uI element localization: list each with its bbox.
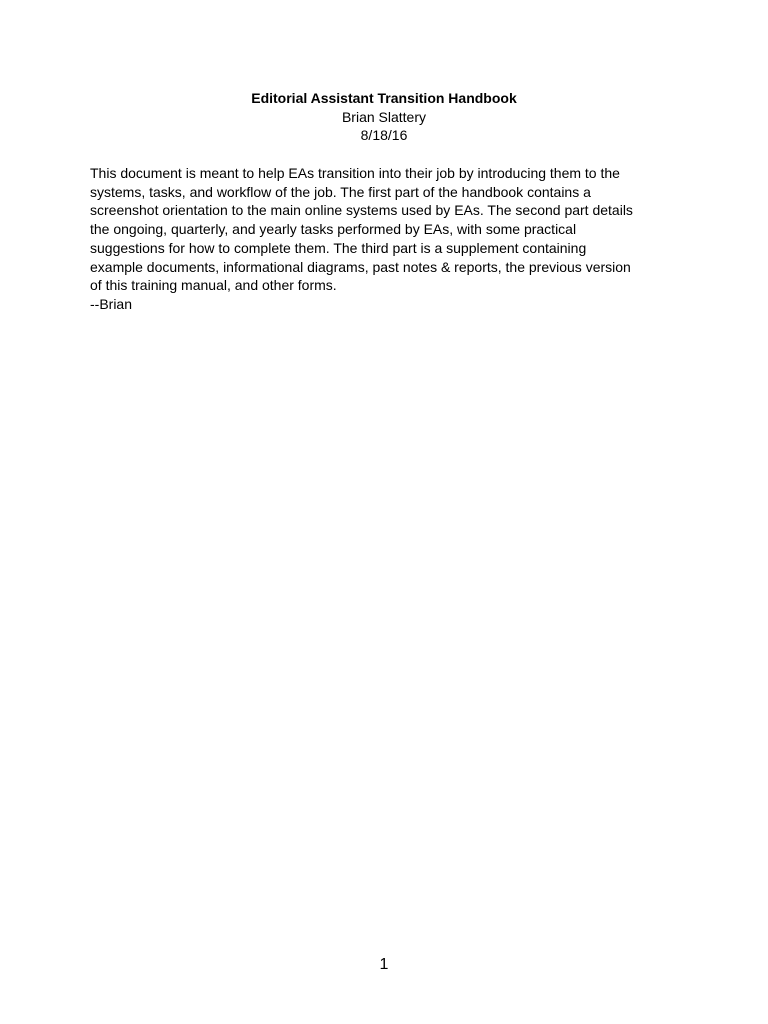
body-line: example documents, informational diagrams, past notes & reports, the previous version (90, 258, 631, 275)
document-header (0, 89, 768, 145)
document-date: 8/18/16 (360, 127, 408, 143)
body-line: the ongoing, quarterly, and yearly tasks performed by EAs, with some practical (90, 221, 577, 238)
body-line: screenshot orientation to the main online systems used by EAs. The second part details (90, 202, 633, 219)
signature: --Brian (90, 295, 133, 312)
body-line: suggestions for how to complete them. The third part is a supplement containing (90, 239, 587, 256)
body-line: This document is meant to help EAs transition into their job by introducing them to the (90, 165, 620, 181)
page-number: 1 (379, 956, 389, 973)
document-author: Brian Slattery (341, 108, 427, 125)
body-line: of this training manual, and other forms. (90, 277, 337, 294)
document-title: Editorial Assistant Transition Handbook (251, 90, 517, 106)
body-paragraph (90, 164, 690, 314)
body-line: systems, tasks, and workflow of the job. The first part of the handbook contains a (90, 183, 591, 200)
